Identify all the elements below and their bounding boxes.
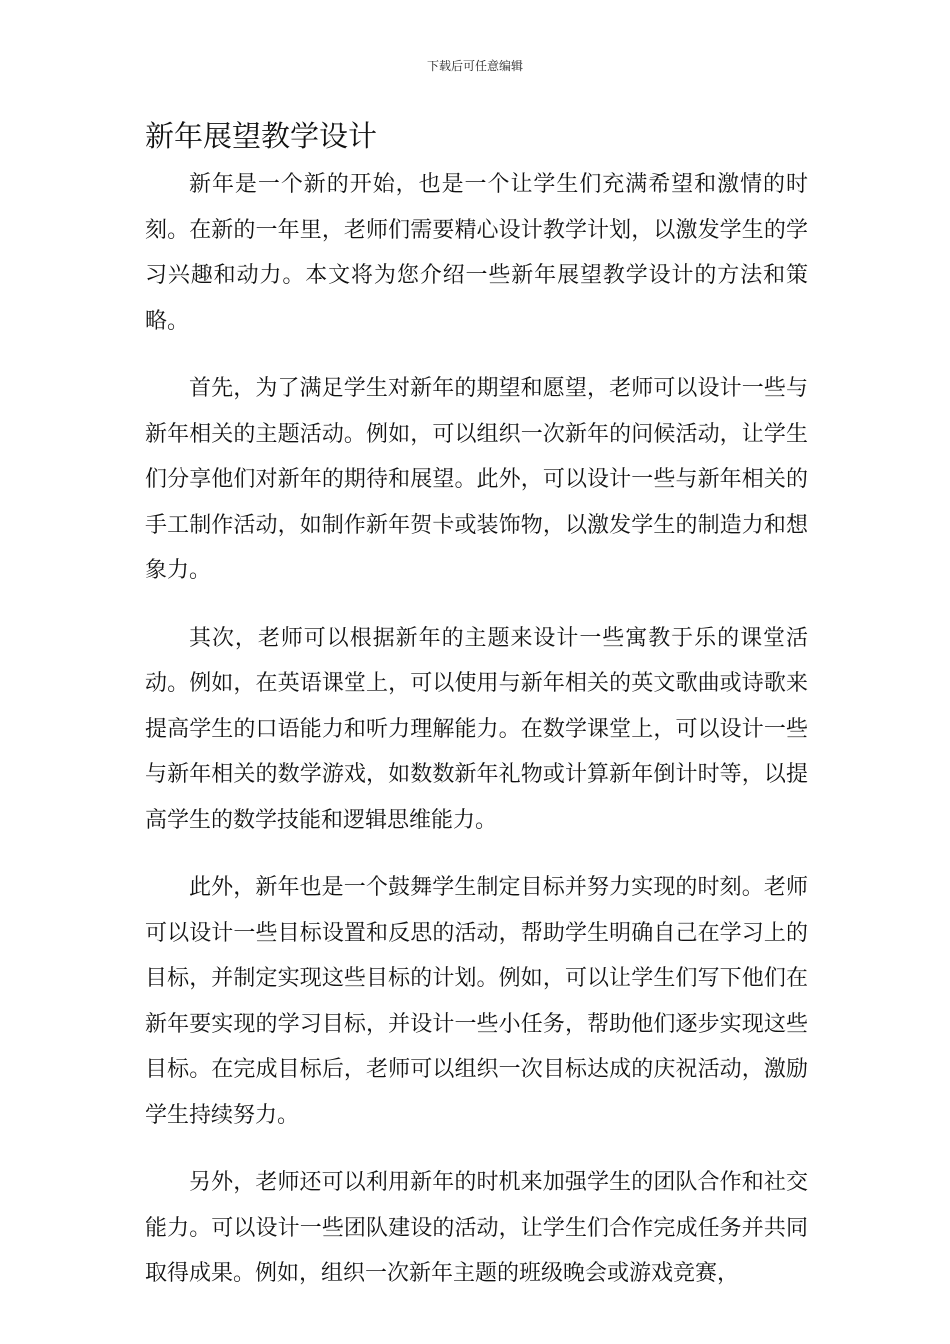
paragraph-1: 新年是一个新的开始，也是一个让学生们充满希望和激情的时刻。在新的一年里，老师们需要精心设计教学计划，以激发学生的学习兴趣和动力。本文将为您介绍一些新年展望教学设计的方法和策略。 <box>145 172 808 334</box>
paragraph-5: 另外，老师还可以利用新年的时机来加强学生的团队合作和社交能力。可以设计一些团队建设的活动，让学生们合作完成任务并共同取得成果。例如，组织一次新年主题的班级晚会或游戏竞赛， <box>145 1170 808 1286</box>
paragraph-4: 此外，新年也是一个鼓舞学生制定目标并努力实现的时刻。老师可以设计一些目标设置和反思的活动，帮助学生明确自己在学习上的目标，并制定实现这些目标的计划。例如，可以让学生们写下他们在新年要实现的学习目标，并设计一些小任务，帮助他们逐步实现这些目标。在完成目标后，老师可以组织一次目标达成的庆祝活动，激励学生持续努力。 <box>145 875 808 1128</box>
paragraph-3: 其次，老师可以根据新年的主题来设计一些寓教于乐的课堂活动。例如，在英语课堂上，可以使用与新年相关的英文歌曲或诗歌来提高学生的口语能力和听力理解能力。在数学课堂上，可以设计一些与新年相关的数学游戏，如数数新年礼物或计算新年倒计时等，以提高学生的数学技能和逻辑思维能力。 <box>145 625 808 833</box>
header-note: 下载后可任意编辑 <box>426 59 523 73</box>
document-title: 新年展望教学设计 <box>145 119 378 153</box>
paragraph-2: 首先，为了满足学生对新年的期望和愿望，老师可以设计一些与新年相关的主题活动。例如，可以组织一次新年的问候活动，让学生们分享他们对新年的期待和展望。此外，可以设计一些与新年相关的手工制作活动，如制作新年贺卡或装饰物，以激发学生的制造力和想象力。 <box>145 376 808 583</box>
document-body <box>145 162 808 1319</box>
